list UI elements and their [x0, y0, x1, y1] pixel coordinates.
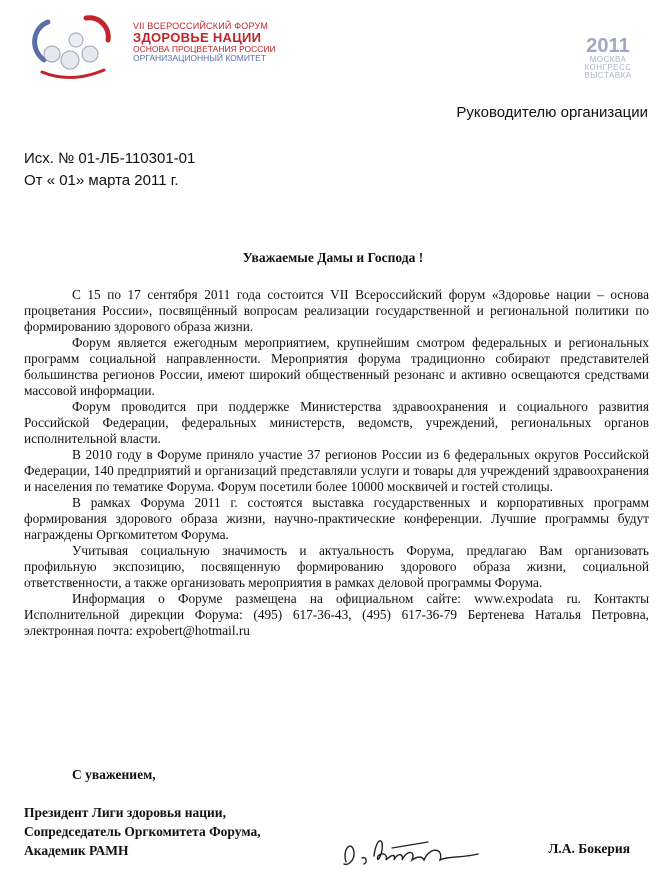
handwritten-signature	[332, 826, 488, 876]
expo-city: МОСКВА	[589, 55, 627, 64]
closing: С уважением,	[72, 767, 156, 782]
outgoing-number: Исх. № 01-ЛБ-110301-01	[24, 150, 196, 167]
letter-date: От « 01» марта 2011 г.	[24, 172, 179, 189]
paragraph: Форум является ежегодным мероприятием, крупнейшим смотром федеральных и региональных программ социальной направленности. Мероприятия форума традиционно собирают представителей большинства регионов России, имеют широкий общественный резонанс и активно освещаются средствами массовой информации.	[24, 335, 649, 398]
paragraph: В 2010 году в Форуме приняло участие 37 регионов России из 6 федеральных округов Российской Федерации, 140 предприятий и организаций представляли услуги и товары для учреждений здравоохранения и населения по тематике Форума. Форум посетили более 10000 москвичей и гостей столицы.	[24, 447, 649, 494]
paragraph: Информация о Форуме размещена на официальном сайте: www.expodata ru. Контакты Исполнительной дирекции Форума: (495) 617-36-43, (495) 617-36-79 Бертенева Наталья Петровна, электронная почта: expobert@hotmail.ru	[24, 591, 649, 638]
expo-exhibition: ВЫСТАВКА	[584, 71, 632, 80]
greeting: Уважаемые Дамы и Господа !	[242, 250, 424, 265]
forum-logo	[26, 10, 126, 84]
expo-badge	[576, 36, 640, 80]
signatory-titles	[24, 803, 261, 860]
paragraph: Учитывая социальную значимость и актуальность Форума, предлагаю Вам организовать профильную экспозицию, посвященную формированию здорового образа жизни, социальной ответственности, а также организовать мероприятия в рамках деловой программы Форума.	[24, 543, 649, 590]
forum-title-line4: ОРГАНИЗАЦИОННЫЙ КОМИТЕТ	[133, 53, 267, 63]
expo-year: 2011	[586, 35, 630, 57]
forum-title-line1: VII ВСЕРОССИЙСКИЙ ФОРУМ	[133, 21, 269, 31]
forum-title-line3: ОСНОВА ПРОЦВЕТАНИЯ РОССИИ	[133, 44, 276, 55]
paragraph: С 15 по 17 сентября 2011 года состоится VII Всероссийский форум «Здоровье нации – основа процветания России», посвящённый вопросам реализации государственной и региональной политики по формированию здорового образа жизни.	[24, 287, 649, 334]
paragraph: Форум проводится при поддержке Министерства здравоохранения и социального развития Российской Федерации, федеральных министерств, ведомств, учреждений, региональных органов исполнительной власти.	[24, 399, 649, 446]
expo-congress: КОНГРЕСС	[584, 63, 632, 72]
signatory-title-2: Сопредседатель Оргкомитета Форума,	[24, 824, 261, 839]
signatory-title-3: Академик РАМН	[24, 843, 129, 858]
forum-title-line2: ЗДОРОВЬЕ НАЦИИ	[133, 30, 262, 46]
signatory-title-1: Президент Лиги здоровья нации,	[24, 805, 226, 820]
reference-block	[24, 148, 195, 192]
letter-body	[24, 287, 649, 639]
signer-name: Л.А. Бокерия	[548, 841, 630, 856]
addressee: Руководителю организации	[456, 104, 648, 121]
forum-title-block	[133, 22, 303, 63]
paragraph: В рамках Форума 2011 г. состоятся выставка государственных и корпоративных программ формирования здорового образа жизни, научно-практические конференции. Лучшие программы будут награждены Оргкомитетом Форума.	[24, 495, 649, 542]
